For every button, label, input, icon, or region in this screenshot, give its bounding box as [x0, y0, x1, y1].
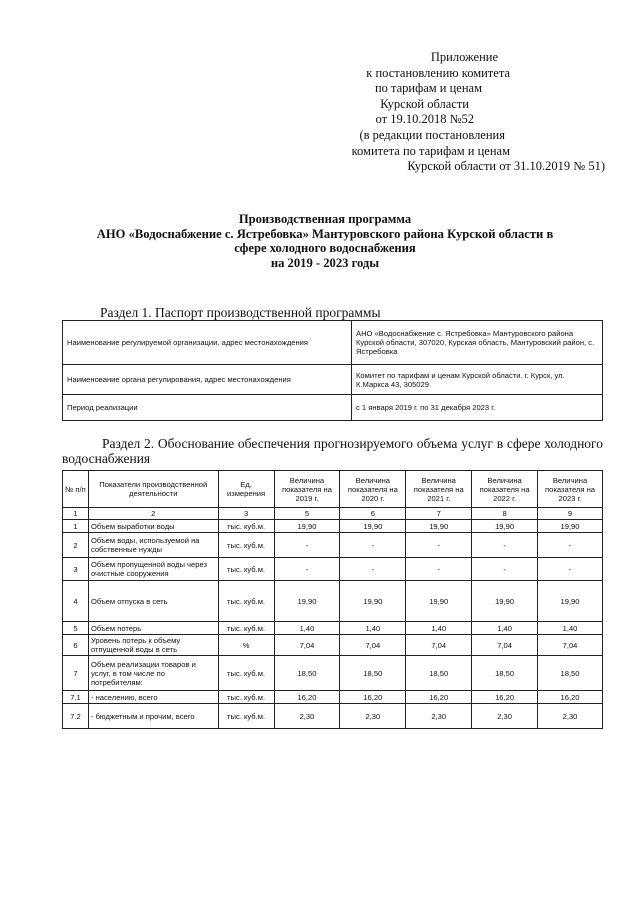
document-title: [40, 212, 610, 270]
row-name: Объем потерь: [88, 622, 218, 635]
row-value: 19,90: [472, 581, 538, 622]
column-header: Величина показателя на 2022 г.: [472, 471, 538, 508]
column-number: 6: [340, 508, 406, 520]
column-header: Величина показателя на 2021 г.: [406, 471, 472, 508]
row-value: 1,40: [406, 622, 472, 635]
column-number: 8: [472, 508, 538, 520]
table-row: [63, 520, 603, 533]
row-unit: тыс. куб.м.: [218, 622, 274, 635]
title-line: на 2019 - 2023 годы: [270, 255, 380, 270]
row-value: 18,50: [472, 656, 538, 691]
row-name: Объем пропущенной воды через очистные сооружения: [88, 558, 218, 581]
appendix-line: по тарифам и ценам: [374, 81, 482, 96]
column-header: Величина показателя на 2020 г.: [340, 471, 406, 508]
appendix-line: комитета по тарифам и ценам: [351, 143, 510, 158]
table-row: [63, 558, 603, 581]
row-unit: тыс. куб.м.: [218, 533, 274, 558]
table-row: [63, 691, 603, 704]
table-row: [63, 656, 603, 691]
row-value: -: [406, 558, 472, 581]
row-value: 19,90: [406, 581, 472, 622]
row-value: 2,30: [406, 704, 472, 729]
row-value: -: [472, 558, 538, 581]
row-value: 2,30: [340, 704, 406, 729]
table-row: [63, 622, 603, 635]
row-value: 19,90: [538, 581, 603, 622]
appendix-line: Приложение: [430, 50, 498, 64]
row-name: Объем выработки воды: [88, 520, 218, 533]
appendix-header: [0, 50, 605, 175]
section2-heading: Раздел 2. Обоснование обеспечения прогнозируемого объема услуг в сфере холодного водоснабжения: [62, 436, 603, 466]
row-name: - бюджетным и прочим, всего: [88, 704, 218, 729]
row-value: 1,40: [340, 622, 406, 635]
table-row: [63, 635, 603, 656]
row-value: 1,40: [274, 622, 340, 635]
row-value: 16,20: [538, 691, 603, 704]
row-value: 16,20: [274, 691, 340, 704]
passport-row: [63, 321, 603, 365]
title-line: Производственная программа: [238, 212, 412, 226]
row-value: -: [406, 533, 472, 558]
row-number: 7.1: [63, 691, 89, 704]
column-header: Ед. измерения: [218, 471, 274, 508]
column-number: 9: [538, 508, 603, 520]
row-number: 7: [63, 656, 89, 691]
row-value: 18,50: [340, 656, 406, 691]
row-unit: тыс. куб.м.: [218, 558, 274, 581]
row-unit: тыс. куб.м.: [218, 691, 274, 704]
row-value: 2,30: [472, 704, 538, 729]
row-unit: тыс. куб.м.: [218, 520, 274, 533]
row-value: 19,90: [472, 520, 538, 533]
row-value: 19,90: [274, 581, 340, 622]
column-number: 1: [63, 508, 89, 520]
passport-value: с 1 января 2019 г. по 31 декабря 2023 г.: [352, 395, 603, 421]
table-row: [63, 533, 603, 558]
appendix-line: Курской области от 31.10.2019 № 51): [407, 159, 605, 174]
row-value: 16,20: [406, 691, 472, 704]
table-header-row: [63, 471, 603, 508]
passport-label: Наименование органа регулирования, адрес местонахождения: [63, 365, 352, 395]
row-unit: тыс. куб.м.: [218, 656, 274, 691]
column-number: 5: [274, 508, 340, 520]
row-number: 4: [63, 581, 89, 622]
row-number: 5: [63, 622, 89, 635]
column-header: Величина показателя на 2019 г.: [274, 471, 340, 508]
row-value: -: [538, 533, 603, 558]
row-number: 2: [63, 533, 89, 558]
passport-value: АНО «Водоснабжение с. Ястребовка» Мантуровского района Курской области, 307020, Курская область, Мантуровский район, с. Ястребовка: [352, 321, 603, 365]
row-value: 19,90: [406, 520, 472, 533]
row-value: 19,90: [340, 581, 406, 622]
column-number: 2: [88, 508, 218, 520]
row-unit: тыс. куб.м.: [218, 581, 274, 622]
passport-label: Период реализации: [63, 395, 352, 421]
row-value: 7,04: [406, 635, 472, 656]
row-value: 19,90: [274, 520, 340, 533]
column-header: № п/п: [63, 471, 89, 508]
passport-row: [63, 365, 603, 395]
column-header: Величина показателя на 2023 г.: [538, 471, 603, 508]
title-line: сфере холодного водоснабжения: [234, 241, 416, 255]
row-unit: тыс. куб.м.: [218, 704, 274, 729]
row-name: Уровень потерь к объему отпущенной воды в сеть: [88, 635, 218, 656]
row-name: Объем отпуска в сеть: [88, 581, 218, 622]
row-number: 3: [63, 558, 89, 581]
row-value: 7,04: [274, 635, 340, 656]
row-value: 7,04: [340, 635, 406, 656]
row-value: 19,90: [538, 520, 603, 533]
passport-label: Наименование регулируемой организации, адрес местонахождения: [63, 321, 352, 365]
appendix-line: от 19.10.2018 №52: [375, 112, 474, 127]
row-value: -: [472, 533, 538, 558]
row-number: 6: [63, 635, 89, 656]
appendix-line: Курской области: [380, 96, 469, 111]
row-value: -: [340, 533, 406, 558]
passport-value: Комитет по тарифам и ценам Курской области. г. Курск, ул. К.Маркса 43, 305029: [352, 365, 603, 395]
row-value: 16,20: [472, 691, 538, 704]
row-value: 1,40: [538, 622, 603, 635]
row-value: -: [340, 558, 406, 581]
row-value: 7,04: [472, 635, 538, 656]
column-number-row: [63, 508, 603, 520]
table-row: [63, 581, 603, 622]
row-value: 18,50: [274, 656, 340, 691]
row-value: 16,20: [340, 691, 406, 704]
appendix-line: к постановлению комитета: [366, 65, 510, 80]
services-table: [62, 470, 603, 729]
row-value: 1,40: [472, 622, 538, 635]
column-number: 7: [406, 508, 472, 520]
row-value: -: [274, 533, 340, 558]
row-value: 7,04: [538, 635, 603, 656]
row-value: -: [274, 558, 340, 581]
row-number: 1: [63, 520, 89, 533]
row-value: 2,30: [538, 704, 603, 729]
row-unit: %: [218, 635, 274, 656]
row-name: - населению, всего: [88, 691, 218, 704]
passport-table: [62, 320, 603, 421]
row-value: 18,50: [538, 656, 603, 691]
passport-row: [63, 395, 603, 421]
row-name: Объем реализации товаров и услуг, в том числе по потребителям:: [88, 656, 218, 691]
row-number: 7.2: [63, 704, 89, 729]
appendix-line: (в редакции постановления: [359, 127, 505, 142]
row-value: 2,30: [274, 704, 340, 729]
column-header: Показатели производственной деятельности: [88, 471, 218, 508]
row-value: 18,50: [406, 656, 472, 691]
row-name: Объем воды, используемой на собственные нужды: [88, 533, 218, 558]
section1-heading: Раздел 1. Паспорт производственной программы: [100, 305, 381, 320]
table-row: [63, 704, 603, 729]
row-value: 19,90: [340, 520, 406, 533]
title-line: АНО «Водоснабжение с. Ястребовка» Мантуровского района Курской области в: [96, 226, 554, 241]
column-number: 3: [218, 508, 274, 520]
row-value: -: [538, 558, 603, 581]
